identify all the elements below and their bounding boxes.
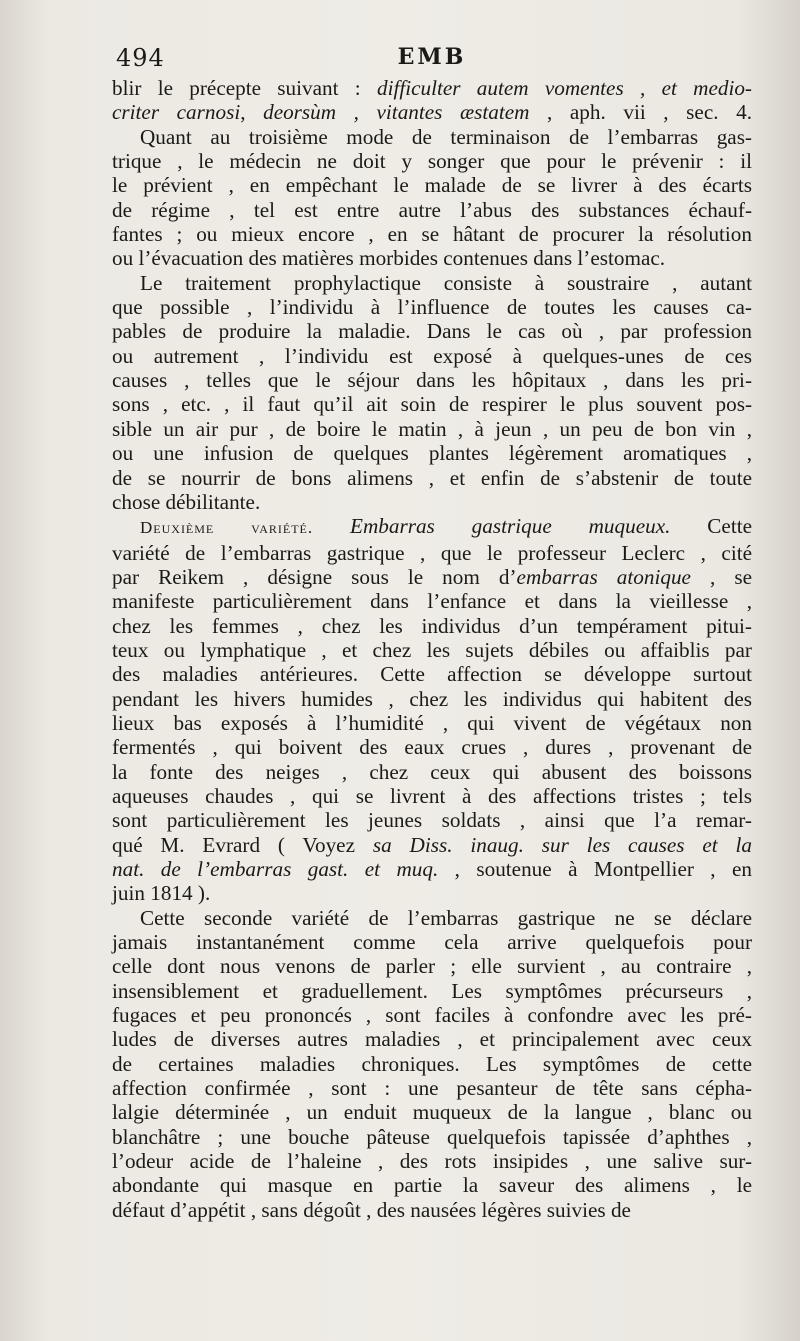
text-line [112, 392, 752, 416]
text-line [112, 1173, 752, 1197]
paragraph [112, 906, 752, 1222]
text-line [112, 881, 752, 905]
text-line [112, 711, 752, 735]
text-line [112, 271, 752, 295]
text-line [112, 1052, 752, 1076]
text-run: blanchâtre ; une bouche pâteuse quelquefois tapissée d’aphthes , [112, 1124, 752, 1149]
italic-text: nat. de l’embarras gast. et muq. [112, 857, 439, 881]
paragraph [112, 514, 752, 906]
text-line [112, 173, 752, 197]
text-line [112, 784, 752, 808]
text-run: sons , etc. , il faut qu’il ait soin de respirer le plus souvent pos- [112, 392, 752, 417]
italic-text: criter carnosi [112, 100, 241, 125]
text-line [112, 1100, 752, 1124]
paragraph [112, 271, 752, 514]
text-line [112, 100, 752, 124]
text-run: Cette seconde variété de l’embarras gastrique ne se déclare [140, 905, 752, 930]
text-line [112, 954, 752, 978]
text-run: ou autrement , l’individu est exposé à quelques-unes de ces [112, 343, 752, 368]
text-line [112, 614, 752, 638]
text-run: de régime , tel est entre autre l’abus des substances échauf- [112, 197, 752, 222]
text-run [313, 514, 350, 538]
text-run: pables de produire la maladie. Dans le cas où , par profession [112, 319, 752, 344]
text-line [112, 368, 752, 392]
text-run: ludes de diverses autres maladies , et principalement avec ceux [112, 1027, 752, 1052]
paragraph [112, 125, 752, 271]
text-run: ou l’évacuation des matières morbides contenues dans l’estomac. [112, 246, 666, 271]
text-run: trique , le médecin ne doit y songer que pour le prévenir : il [112, 149, 752, 174]
text-run: par Reikem , désigne sous le nom d’ [112, 564, 517, 589]
text-run: , se [690, 564, 752, 589]
text-run: des maladies antérieures. Cette affection se développe surtout [112, 662, 752, 687]
text-line [112, 417, 752, 441]
text-line [112, 1198, 752, 1222]
text-line [112, 198, 752, 222]
text-run: , soutenue à Montpellier , en [438, 857, 753, 881]
page-header [112, 44, 752, 74]
text-line [112, 638, 752, 662]
text-line [112, 76, 752, 100]
text-line [112, 930, 752, 954]
text-run: fantes ; ou mieux encore , en se hâtant de procurer la résolution [112, 222, 752, 247]
text-run: jamais instantanément comme cela arrive quelquefois pour [112, 930, 752, 955]
text-run: , [240, 100, 264, 125]
text-line [112, 760, 752, 784]
italic-text: deorsùm , vitantes æstatem [263, 100, 530, 125]
text-run: sont particulièrement les jeunes soldats , ainsi que l’a remar- [112, 808, 752, 833]
text-run: la fonte des neiges , chez ceux qui abusent des boissons [112, 759, 752, 784]
page-number: 494 [116, 44, 165, 72]
section-label: Deuxième variété. [140, 518, 314, 538]
text-run: , aph. vii , sec. 4. [529, 100, 753, 125]
text-run: insensiblement et graduellement. Les symptômes précurseurs , [112, 978, 752, 1003]
text-run: sible un air pur , de boire le matin , à jeun , un peu de bon vin , [112, 416, 752, 441]
running-head: EMB [397, 44, 467, 70]
text-run: pendant les hivers humides , chez les individus qui habitent des [112, 686, 752, 711]
text-line [112, 565, 752, 589]
text-line [112, 222, 752, 246]
text-run: abondante qui masque en partie la saveur des alimens , le [112, 1173, 752, 1198]
text-line [112, 687, 752, 711]
text-line [112, 490, 752, 514]
text-line [112, 149, 752, 173]
text-line [112, 906, 752, 930]
text-line [112, 246, 752, 270]
text-run: manifeste particulièrement dans l’enfance et dans la vieillesse , [112, 589, 752, 614]
body-text [112, 76, 752, 1222]
text-run: affection confirmée , sont : une pesanteur de tête sans cépha- [112, 1076, 752, 1101]
text-line [112, 125, 752, 149]
text-run: Le traitement prophylactique consiste à soustraire , autant [140, 270, 752, 295]
text-run: lalgie déterminée , un enduit muqueux de la langue , blanc ou [112, 1100, 752, 1125]
text-run: ou une infusion de quelques plantes légèrement aromatiques , [112, 441, 752, 466]
text-line [112, 808, 752, 832]
text-run: le prévient , en empêchant le malade de se livrer à des écarts [112, 173, 752, 198]
text-line [112, 735, 752, 759]
text-line [112, 1125, 752, 1149]
text-run: lieux bas exposés à l’humidité , qui vivent de végétaux non [112, 710, 752, 735]
text-run: de se nourrir de bons alimens , et enfin de s’abstenir de toute [112, 465, 752, 490]
text-line [112, 1003, 752, 1027]
text-run: Cette [670, 514, 752, 539]
italic-text: embarras atonique [516, 564, 691, 589]
text-run: fugaces et peu prononcés , sont faciles à confondre avec les pré- [112, 1003, 752, 1028]
text-line [112, 514, 752, 540]
paragraph [112, 76, 752, 125]
italic-text: sa Diss. inaug. sur les causes et la [372, 832, 753, 857]
text-run: que possible , l’individu à l’influence de toutes les causes ca- [112, 295, 752, 320]
text-run: de certaines maladies chroniques. Les symptômes de cette [112, 1051, 752, 1076]
text-line [112, 1027, 752, 1051]
text-run: celle dont nous venons de parler ; elle survient , au contraire , [112, 954, 752, 979]
text-line [112, 589, 752, 613]
text-run: teux ou lymphatique , et chez les sujets débiles ou affaiblis par [112, 637, 752, 662]
text-run: fermentés , qui boivent des eaux crues , dures , provenant de [112, 735, 752, 760]
text-line [112, 541, 752, 565]
text-run: défaut d’appétit , sans dégoût , des nausées légères suivies de [112, 1197, 631, 1222]
text-line [112, 1076, 752, 1100]
text-run: blir le précepte suivant : [112, 76, 377, 100]
text-line [112, 441, 752, 465]
italic-text: difficulter autem vomentes , et medio- [376, 76, 752, 100]
text-line [112, 857, 752, 881]
text-run: aqueuses chaudes , qui se livrent à des affections tristes ; tels [112, 783, 752, 808]
text-line [112, 319, 752, 343]
text-run: variété de l’embarras gastrique , que le professeur Leclerc , cité [112, 540, 752, 565]
text-run: chez les femmes , chez les individus d’un tempérament pitui- [112, 613, 752, 638]
text-line [112, 979, 752, 1003]
text-run: chose débilitante. [112, 489, 261, 514]
text-line [112, 466, 752, 490]
text-run: Quant au troisième mode de terminaison de l’embarras gas- [140, 124, 752, 149]
text-line [112, 344, 752, 368]
text-run: juin 1814 ). [112, 881, 211, 906]
text-line [112, 833, 752, 857]
text-line [112, 295, 752, 319]
italic-text: Embarras gastrique muqueux. [350, 514, 671, 539]
text-run: qué M. Evrard ( Voyez [112, 832, 373, 857]
text-run: l’odeur acide de l’haleine , des rots insipides , une salive sur- [112, 1149, 752, 1174]
text-line [112, 1149, 752, 1173]
text-line [112, 662, 752, 686]
text-run: causes , telles que le séjour dans les hôpitaux , dans les pri- [112, 368, 752, 393]
